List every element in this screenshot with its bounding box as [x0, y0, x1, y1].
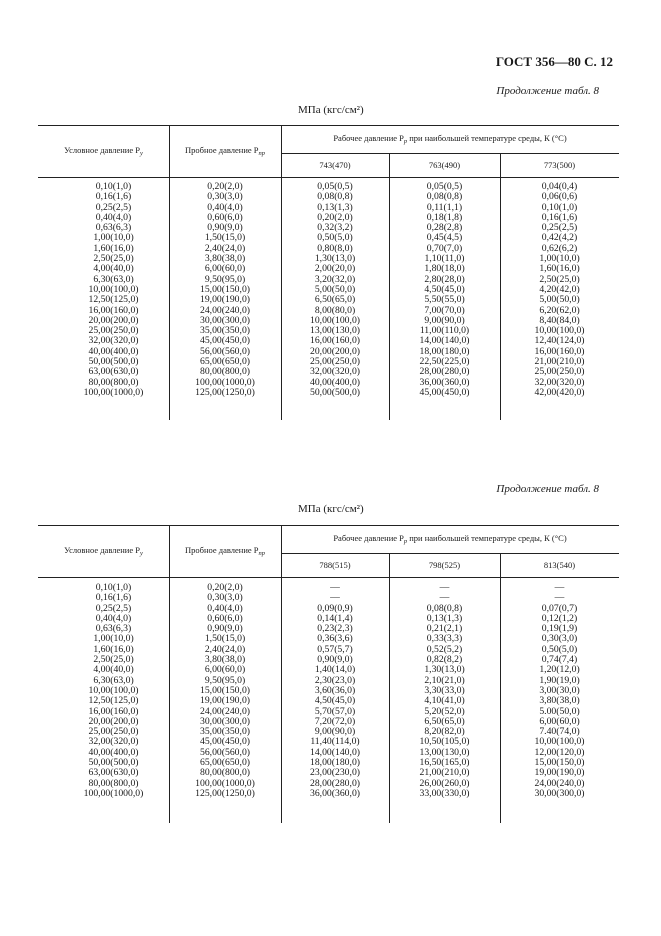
- table-cell: 21,00(210,0): [419, 767, 470, 779]
- table-cell: 0,06(0,6): [541, 191, 578, 203]
- page-header: ГОСТ 356—80 С. 12: [495, 54, 613, 69]
- unit-label: МПа (кгс/см²): [298, 503, 364, 515]
- group-header-rule: [281, 553, 619, 554]
- col-header-test-pressure: Пробное давление $P_{пр}$: [185, 545, 265, 557]
- table-cell: 5,70(57,0): [314, 705, 356, 717]
- header-bottom-rule: [38, 177, 619, 178]
- table-cell: 3,60(36,0): [314, 684, 356, 696]
- table-cell: 19,00(190,0): [199, 294, 251, 306]
- table-cell: 50,00(500,0): [88, 356, 139, 368]
- table-cell: 6,00(60,0): [539, 715, 580, 727]
- table-cell: 9,50(95,0): [204, 674, 246, 686]
- table-cell: 10,00(100,0): [88, 283, 139, 295]
- table-cell: 0,16(1,6): [95, 191, 132, 203]
- table-cell: 14,00(140,0): [309, 746, 361, 758]
- table-cell: 0,40(4,0): [95, 612, 132, 624]
- table-cell: 0,90(9,0): [317, 654, 353, 666]
- col-header-nominal-pressure: Условное давление $P_у$: [64, 145, 143, 157]
- table-cell: 0,13(1,3): [317, 201, 353, 213]
- table-cell: 0,74(7,4): [541, 654, 578, 666]
- table-cell: 1,80(18,0): [424, 263, 465, 275]
- table-cell: 25,00(250,0): [309, 356, 361, 368]
- table-cell: 16,00(160,0): [88, 705, 139, 717]
- table-cell: 10,00(100,0): [534, 325, 585, 337]
- table-cell: 56,00(560,0): [199, 345, 251, 357]
- table-cell: 25,00(250,0): [534, 366, 585, 378]
- table-cell: 0,20(2,0): [207, 181, 243, 192]
- table-cell: 30,00(300,0): [199, 314, 251, 326]
- table-cell: 32,00(320,0): [88, 335, 139, 347]
- table-cell: 1,20(12,0): [539, 664, 580, 676]
- table-cell: 8,00(80,0): [314, 304, 356, 316]
- table-cell: 6,00(60,0): [204, 263, 246, 275]
- table-cell: —: [330, 582, 340, 593]
- table-cell: 9,50(95,0): [204, 273, 246, 285]
- table-cell: 10,00(100,0): [88, 684, 139, 696]
- temp-header: 763(490): [428, 160, 461, 170]
- table-cell: 9,00(90,0): [314, 726, 356, 738]
- table-cell: 20,00(200,0): [88, 715, 139, 727]
- table-cell: 0,18(1,8): [426, 211, 463, 223]
- table-cell: 5,00(50,0): [314, 283, 356, 295]
- table-cell: 2,00(20,0): [314, 263, 356, 275]
- table-cell: 56,00(560,0): [199, 746, 251, 758]
- table-cell: 8,20(82,0): [424, 726, 465, 738]
- table-cell: 3,30(33,0): [424, 684, 465, 696]
- table-cell: 8,40(84,0): [539, 314, 580, 326]
- table-cell: —: [554, 592, 565, 604]
- table-cell: 0,36(3,6): [317, 633, 353, 645]
- working-pressure-column: [500, 583, 619, 799]
- table-cell: 1,30(13,0): [314, 253, 356, 265]
- table-cell: 0,32(3,2): [317, 222, 353, 234]
- table-cell: 1,30(13,0): [424, 664, 465, 676]
- table-cell: 0,80(8,0): [317, 242, 353, 254]
- temp-header: 773(500): [543, 160, 576, 170]
- table-cell: 2,10(21,0): [424, 674, 465, 686]
- table-cell: —: [554, 582, 565, 593]
- group-header-rule: [281, 153, 619, 154]
- table-cell: 0,40(4,0): [95, 211, 132, 223]
- table-cell: 1,40(14,0): [314, 664, 356, 676]
- working-pressure-column: [281, 182, 389, 398]
- test-pressure-column: [169, 583, 281, 799]
- table-cell: 11,00(110,0): [419, 325, 470, 337]
- table-cell: 10,50(105,0): [419, 736, 470, 748]
- table-cell: 1,00(10,0): [93, 232, 134, 244]
- table-cell: 0,40(4,0): [207, 201, 243, 213]
- table-top-rule: [38, 525, 619, 526]
- table-cell: 28,00(280,0): [419, 366, 470, 378]
- table-cell: 0,30(3,0): [207, 191, 243, 203]
- table-cell: 16,00(160,0): [309, 335, 361, 347]
- table-cell: 25,00(250,0): [88, 726, 139, 738]
- col-header-nominal-pressure: Условное давление $P_у$: [64, 545, 143, 557]
- col-header-working-pressure: Рабочее давление $P_р$ при наибольшей температуре среды, К (°С): [333, 133, 567, 145]
- table-cell: 6,20(62,0): [539, 304, 580, 316]
- table-cell: 0,21(2,1): [426, 623, 463, 635]
- table-cell: 35,00(350,0): [199, 325, 251, 337]
- temp-header: 798(525): [428, 560, 461, 570]
- table-cell: 1,60(16,0): [93, 643, 134, 655]
- unit-label: МПа (кгс/см²): [298, 104, 364, 116]
- table-cell: 45,00(450,0): [199, 736, 251, 748]
- table-cell: 23,00(230,0): [309, 767, 361, 779]
- table-cell: 3,80(38,0): [204, 253, 246, 265]
- table-cell: 16,00(160,0): [534, 345, 585, 357]
- table-cell: 0,90(9,0): [207, 623, 243, 635]
- table-cell: 26,00(260,0): [419, 777, 470, 789]
- table-cell: 18,00(180,0): [309, 757, 361, 769]
- table-cell: 12,00(120,0): [534, 746, 585, 758]
- table-cell: 2,50(25,0): [93, 253, 134, 265]
- table-cell: 40,00(400,0): [309, 376, 361, 388]
- table-cell: 0,08(0,8): [426, 191, 463, 203]
- table-cell: 50,00(500,0): [88, 757, 139, 769]
- table-cell: 100,00(1000,0): [195, 376, 255, 388]
- table-cell: 0,40(4,0): [207, 602, 243, 614]
- table-cell: 4,50(45,0): [314, 695, 356, 707]
- table-cell: 45,00(450,0): [419, 386, 470, 398]
- table-cell: 0,82(8,2): [426, 654, 463, 666]
- table-cell: 0,28(2,8): [426, 222, 463, 234]
- table-cell: 13,00(130,0): [309, 325, 361, 337]
- temp-header: 813(540): [543, 560, 576, 570]
- table-cell: 0,20(2,0): [207, 582, 243, 593]
- table-cell: 6,50(65,0): [424, 715, 465, 727]
- working-pressure-column: [389, 182, 500, 398]
- table-cell: 0,16(1,6): [541, 211, 578, 223]
- table-cell: 0,30(3,0): [207, 592, 243, 604]
- table-cell: 14,00(140,0): [419, 335, 470, 347]
- table-cell: 1,00(10,0): [93, 633, 134, 645]
- table-cell: 0,10(1,0): [95, 582, 132, 593]
- temp-header: 743(470): [319, 160, 351, 170]
- table-cell: 11,40(114,0): [310, 736, 360, 748]
- table-cell: 30,00(300,0): [534, 787, 585, 799]
- table-cell: 18,00(180,0): [419, 345, 470, 357]
- table-cell: 20,00(200,0): [88, 314, 139, 326]
- table-cell: 45,00(450,0): [199, 335, 251, 347]
- table-cell: 0,08(0,8): [426, 602, 463, 614]
- table-cell: 0,14(1,4): [317, 612, 353, 624]
- table-cell: 0,19(1,9): [541, 623, 578, 635]
- table-cell: 2,40(24,0): [204, 242, 246, 254]
- table-cell: 4,10(41,0): [424, 695, 465, 707]
- test-pressure-column: [169, 182, 281, 398]
- table-cell: 32,00(320,0): [309, 366, 361, 378]
- table-cell: 0,57(5,7): [317, 643, 353, 655]
- table-cell: 0,42(4,2): [541, 232, 578, 244]
- table-cell: 30,00(300,0): [199, 715, 251, 727]
- table-cell: 5,50(55,0): [424, 294, 465, 306]
- table-cell: 0,33(3,3): [426, 633, 463, 645]
- table-cell: 3,00(30,0): [539, 684, 580, 696]
- table-cell: 0,09(0,9): [317, 602, 353, 614]
- table-cell: 0,63(6,3): [95, 623, 132, 635]
- table-cell: 63,00(630,0): [88, 366, 139, 378]
- table-cell: 50,00(500,0): [309, 386, 361, 398]
- table-cell: 1,50(15,0): [204, 232, 246, 244]
- working-pressure-column: [389, 583, 500, 799]
- table-cell: 21,00(210,0): [534, 356, 585, 368]
- table-cell: 0,05(0,5): [317, 181, 353, 192]
- table-cell: 65,00(650,0): [199, 757, 251, 769]
- table-cell: 22,50(225,0): [419, 356, 470, 368]
- table-cell: 24,00(240,0): [534, 777, 585, 789]
- table-cell: 25,00(250,0): [88, 325, 139, 337]
- table-cell: 3,80(38,0): [539, 695, 580, 707]
- table-cell: 15,00(150,0): [534, 757, 585, 769]
- table-cell: 9,00(90,0): [424, 314, 465, 326]
- table-cell: 40,00(400,0): [88, 746, 139, 758]
- table-cell: 28,00(280,0): [309, 777, 361, 789]
- table-cell: 0,25(2,5): [95, 602, 132, 614]
- table-cell: —: [330, 592, 340, 604]
- table-cell: 63,00(630,0): [88, 767, 139, 779]
- table-cell: 0,05(0,5): [426, 181, 463, 192]
- table-cell: 80,00(800,0): [88, 376, 139, 388]
- table-cell: 6,30(63,0): [93, 674, 134, 686]
- table-cell: 2,50(25,0): [93, 654, 134, 666]
- nominal-pressure-column: [58, 583, 169, 799]
- table-cell: 19,00(190,0): [534, 767, 585, 779]
- temp-header: 788(515): [319, 560, 351, 570]
- table-cell: —: [439, 592, 450, 604]
- table-cell: 15,00(150,0): [199, 684, 251, 696]
- table-cell: 20,00(200,0): [309, 345, 361, 357]
- nominal-pressure-column: [58, 182, 169, 398]
- table-cell: 125,00(1250,0): [195, 386, 255, 398]
- table-cell: 12,50(125,0): [88, 695, 139, 707]
- table-cell: 0,25(2,5): [95, 201, 132, 213]
- table-cell: 10,00(100,0): [309, 314, 361, 326]
- working-pressure-column: [281, 583, 389, 799]
- table-cell: 0,50(5,0): [317, 232, 353, 244]
- table-cell: 0,25(2,5): [541, 222, 578, 234]
- table-cell: 0,52(5,2): [426, 643, 463, 655]
- continuation-label: Продолжение табл. 8: [496, 483, 599, 495]
- table-cell: 40,00(400,0): [88, 345, 139, 357]
- table-cell: 0,07(0,7): [541, 602, 578, 614]
- table-cell: 0,60(6,0): [207, 211, 243, 223]
- table-cell: 32,00(320,0): [534, 376, 585, 388]
- table-cell: 19,00(190,0): [199, 695, 251, 707]
- table-cell: 100,00(1000,0): [195, 777, 255, 789]
- table-cell: 80,00(800,0): [199, 767, 251, 779]
- table-cell: 4,20(42,0): [539, 283, 580, 295]
- table-cell: 1,00(10,0): [539, 253, 580, 265]
- table-cell: 1,50(15,0): [204, 633, 246, 645]
- table-cell: 5.00(50,0): [539, 705, 580, 717]
- table-cell: 0,30(3,0): [541, 633, 578, 645]
- col-header-test-pressure: Пробное давление $P_{пр}$: [185, 145, 265, 157]
- table-cell: —: [439, 582, 450, 593]
- table-cell: 24,00(240,0): [199, 304, 251, 316]
- col-header-working-pressure: Рабочее давление $P_р$ при наибольшей температуре среды, К (°С): [333, 533, 567, 545]
- table-cell: 0,10(1,0): [95, 181, 132, 192]
- table-cell: 100,00(1000,0): [83, 386, 144, 398]
- table-cell: 7.40(74,0): [539, 726, 580, 738]
- table-cell: 80,00(800,0): [88, 777, 139, 789]
- table-cell: 7,20(72,0): [314, 715, 356, 727]
- table-top-rule: [38, 125, 619, 126]
- table-cell: 0,08(0,8): [317, 191, 353, 203]
- table-cell: 10,00(100,0): [534, 736, 585, 748]
- table-cell: 6,00(60,0): [204, 664, 246, 676]
- table-cell: 2,80(28,0): [424, 273, 465, 285]
- table-cell: 36,00(360,0): [419, 376, 470, 388]
- table-cell: 24,00(240,0): [199, 705, 251, 717]
- table-cell: 0,10(1,0): [541, 201, 578, 213]
- table-cell: 0,63(6,3): [95, 222, 132, 234]
- table-cell: 0,90(9,0): [207, 222, 243, 234]
- table-cell: 16,50(165,0): [419, 757, 470, 769]
- table-cell: 0,45(4,5): [426, 232, 463, 244]
- table-cell: 1,60(16,0): [93, 242, 134, 254]
- working-pressure-column: [500, 182, 619, 398]
- table-cell: 3,80(38,0): [204, 654, 246, 666]
- table-cell: 2,30(23,0): [314, 674, 356, 686]
- table-cell: 4,50(45,0): [424, 283, 465, 295]
- table-cell: 65,00(650,0): [199, 356, 251, 368]
- table-cell: 0,12(1,2): [541, 612, 578, 624]
- table-cell: 12,50(125,0): [88, 294, 139, 306]
- table-cell: 1,10(11,0): [424, 253, 465, 265]
- table-cell: 35,00(350,0): [199, 726, 251, 738]
- table-cell: 13,00(130,0): [419, 746, 470, 758]
- table-cell: 36,00(360,0): [309, 787, 361, 799]
- table-cell: 4,00(40,0): [93, 664, 134, 676]
- table-cell: 15,00(150,0): [199, 283, 251, 295]
- table-cell: 125,00(1250,0): [195, 787, 255, 799]
- table-cell: 16,00(160,0): [88, 304, 139, 316]
- table-cell: 0,62(6,2): [541, 242, 578, 254]
- table-cell: 0,11(1,1): [426, 201, 463, 213]
- table-cell: 6,50(65,0): [314, 294, 356, 306]
- table-cell: 3,20(32,0): [314, 273, 356, 285]
- table-cell: 0,20(2,0): [317, 211, 353, 223]
- table-cell: 2,50(25,0): [539, 273, 580, 285]
- table-cell: 1,60(16,0): [539, 263, 580, 275]
- table-cell: 33,00(330,0): [419, 787, 470, 799]
- table-cell: 42,00(420,0): [534, 386, 585, 398]
- header-bottom-rule: [38, 577, 619, 578]
- table-cell: 80,00(800,0): [199, 366, 251, 378]
- table-cell: 0,04(0,4): [541, 181, 578, 192]
- table-cell: 5,00(50,0): [539, 294, 580, 306]
- table-cell: 2,40(24,0): [204, 643, 246, 655]
- table-cell: 0,23(2,3): [317, 623, 353, 635]
- table-cell: 6,30(63,0): [93, 273, 134, 285]
- table-cell: 0,70(7,0): [426, 242, 463, 254]
- table-cell: 7,00(70,0): [424, 304, 465, 316]
- table-cell: 4,00(40,0): [93, 263, 134, 275]
- table-cell: 12,40(124,0): [534, 335, 585, 347]
- continuation-label: Продолжение табл. 8: [496, 85, 599, 97]
- table-cell: 100,00(1000,0): [83, 787, 144, 799]
- table-cell: 0,16(1,6): [95, 592, 132, 604]
- table-cell: 1,90(19,0): [539, 674, 580, 686]
- table-cell: 5,20(52,0): [424, 705, 465, 717]
- table-cell: 0,60(6,0): [207, 612, 243, 624]
- table-cell: 0,50(5,0): [541, 643, 578, 655]
- table-cell: 0,13(1,3): [426, 612, 463, 624]
- table-cell: 32,00(320,0): [88, 736, 139, 748]
